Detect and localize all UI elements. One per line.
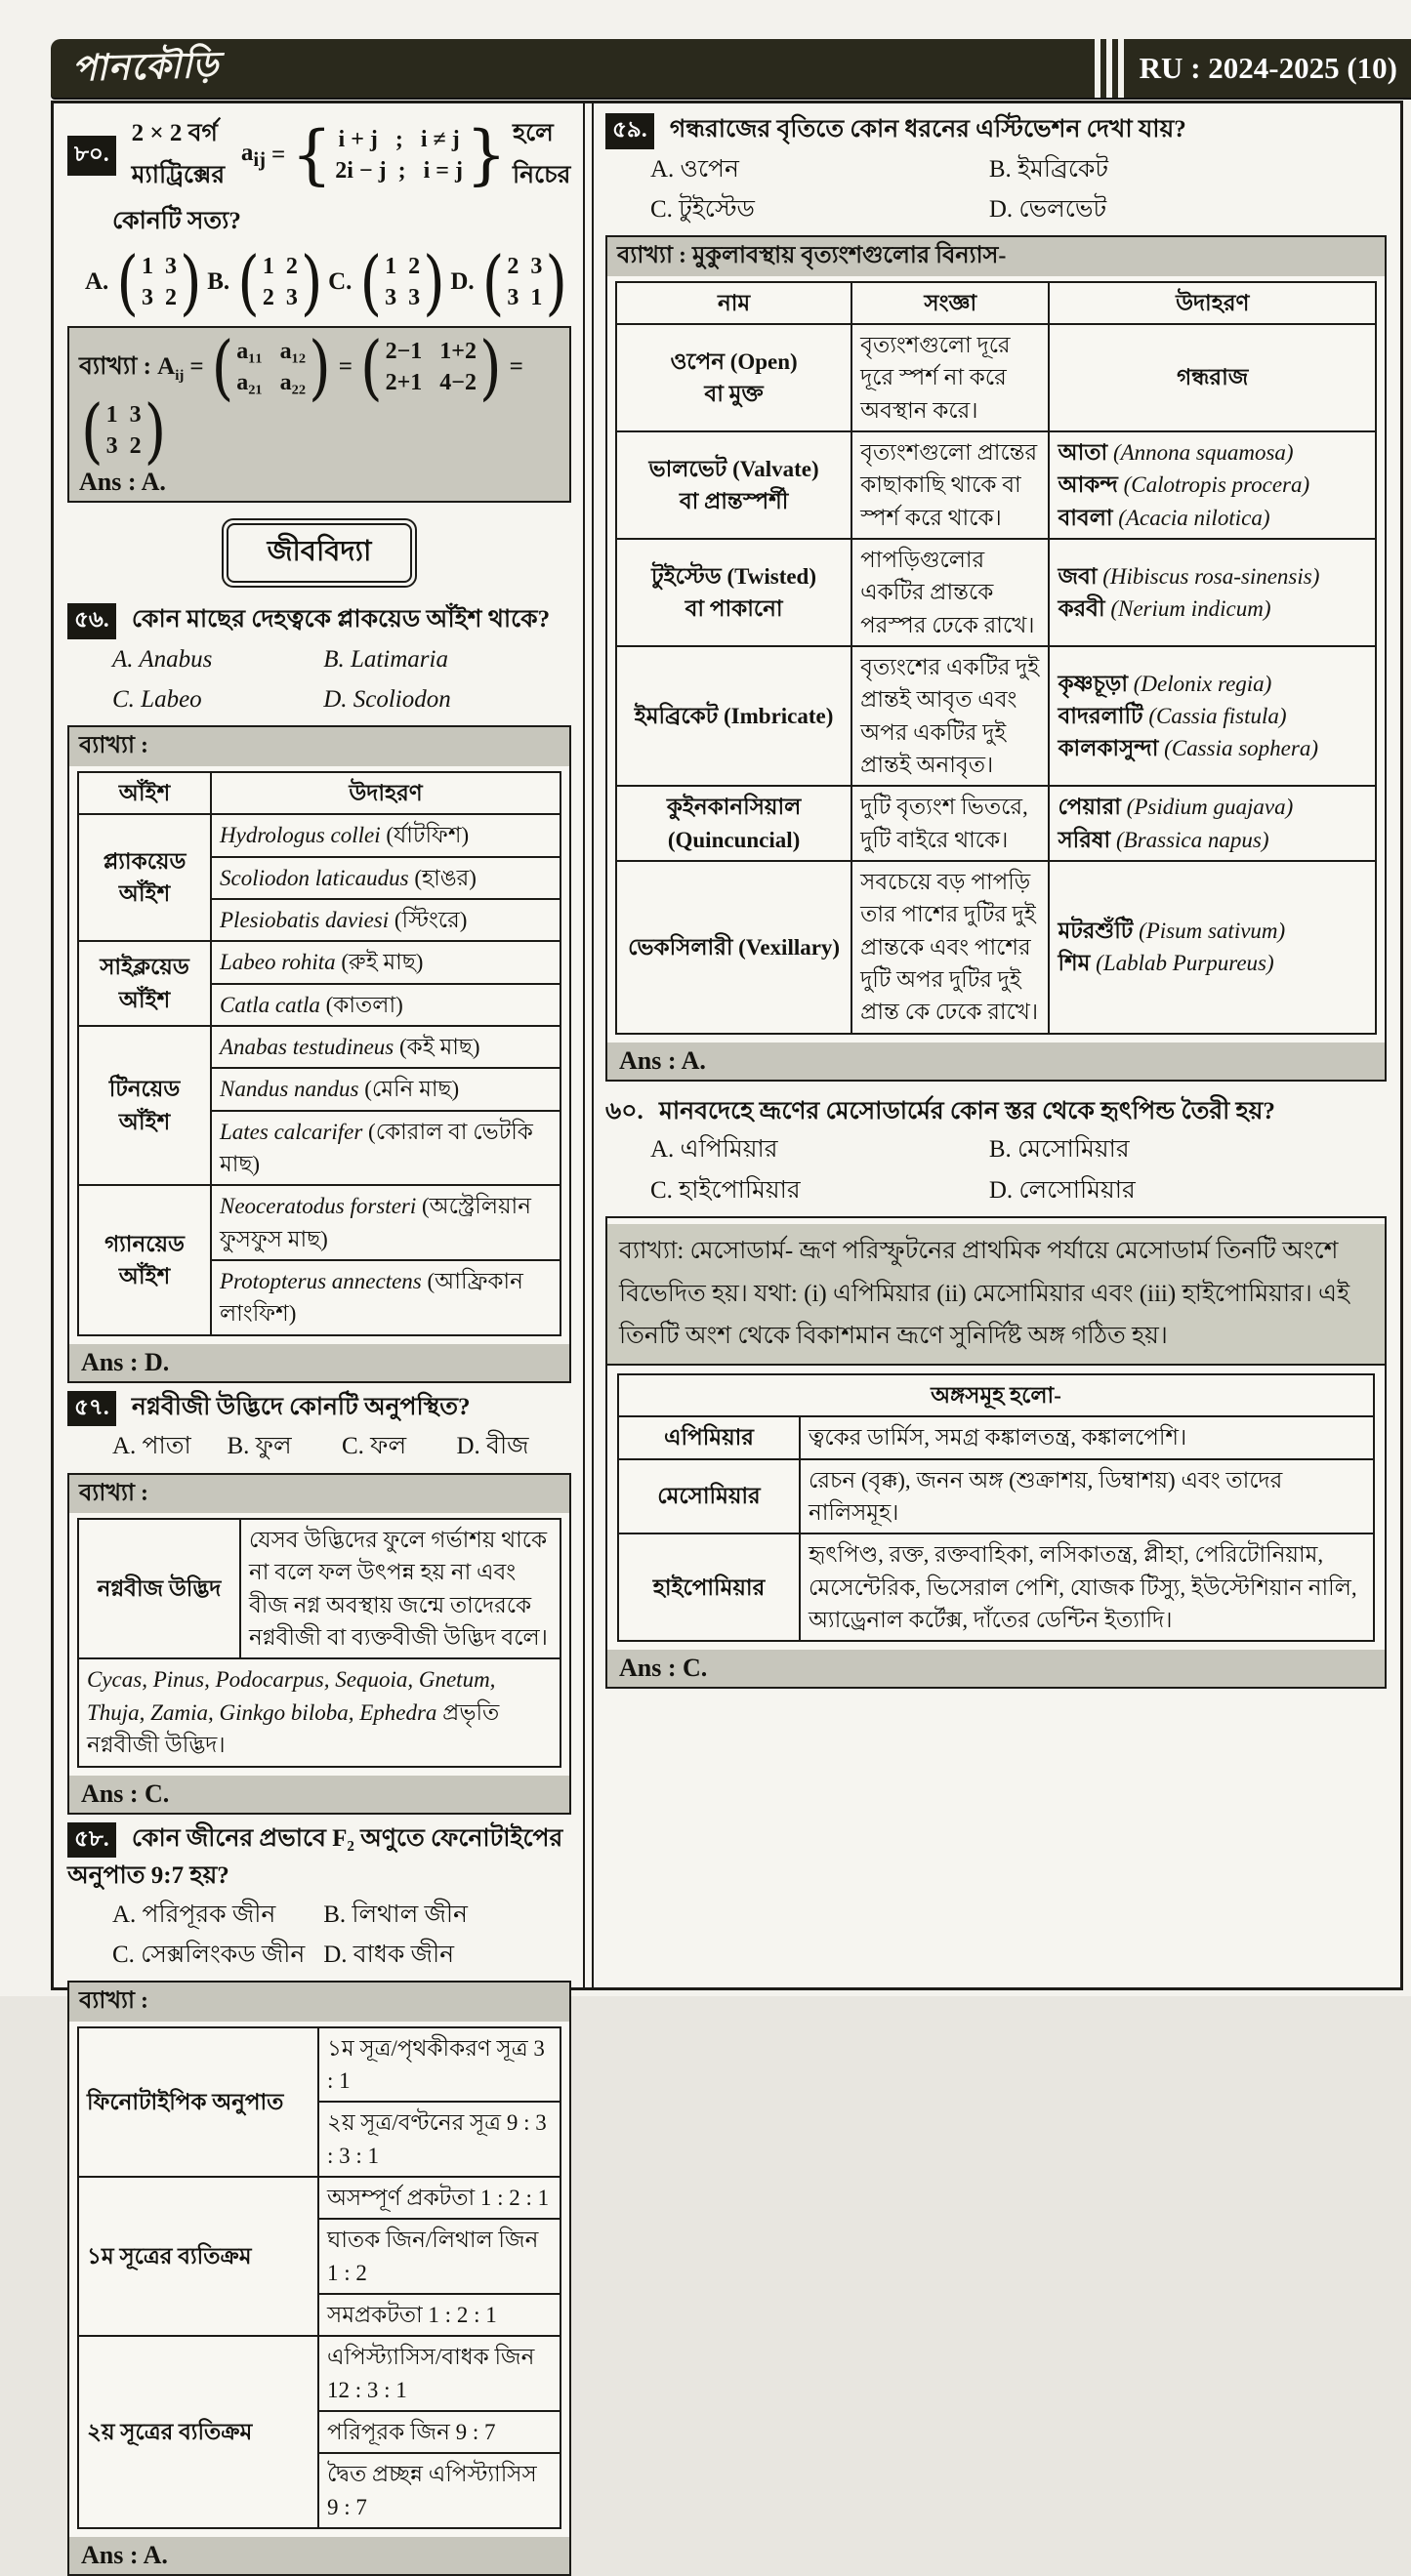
question-text-tail: হলে নিচের [513, 113, 571, 197]
question-text-line2: কোনটি সত্য? [67, 201, 571, 243]
ratio-cell: অসম্পূর্ণ প্রকটতা 1 : 2 : 1 [318, 2177, 560, 2219]
layer-cell: মেসোমিয়ার [618, 1459, 800, 1534]
fish-scale-table [77, 771, 561, 1336]
left-paren: ( [116, 251, 139, 314]
option-b: B. মেসোমিয়ার [989, 1129, 1387, 1169]
definition-cell: যেসব উদ্ভিদের ফুলে গর্ভাশয় থাকে না বলে ফল উৎপন্ন হয় না এবং বীজ নগ্ন অবস্থায় জন্মে তাদেরকে নগ্নবীজী বা ব্যক্তবীজী উদ্ভিদ বলে। [240, 1519, 560, 1658]
ratio-cell: দ্বৈত প্রচ্ছন্ন এপিস্ট্যাসিস 9 : 7 [318, 2453, 560, 2528]
column-header: উদাহরণ [211, 772, 560, 814]
question-60 [605, 1093, 1387, 1690]
brand-logo: পানকৌড়ি [50, 35, 220, 101]
question-number: ৫৭. [67, 1391, 116, 1427]
aestivation-name: টুইস্টেড (Twisted) বা পাকানো [616, 539, 851, 646]
matrix [212, 336, 331, 399]
table-row [78, 2336, 560, 2411]
example-cell: Plesiobatis daviesi (স্টিংরে) [211, 899, 560, 941]
option-c: C. হাইপোমিয়ার [650, 1170, 989, 1210]
matrix-row: a₂₁ a₂₂ [236, 367, 306, 398]
question-58 [67, 1820, 571, 2576]
example-cell: Protopterus annectens (আফ্রিকান লাংফিশ) [211, 1260, 560, 1335]
question-56-stem [67, 601, 571, 639]
definition-cell: পাপড়িগুলোর একটির প্রান্তকে পরস্পর ঢেকে রাখে। [851, 539, 1049, 646]
option-d: D. ভেলভেট [989, 189, 1387, 229]
table-row [78, 941, 560, 983]
answer-line: Ans : A. [607, 1043, 1385, 1080]
example-cell: Catla catla (কাতলা) [211, 984, 560, 1026]
aestivation-table [615, 281, 1377, 1035]
explanation-box-60 [605, 1216, 1387, 1690]
aestivation-name: ইমব্রিকেট (Imbricate) [616, 646, 851, 786]
question-text: নগ্নবীজী উদ্ভিদে কোনটি অনুপস্থিত? [132, 1394, 471, 1420]
table-row [78, 814, 560, 856]
aestivation-name: ভেকসিলারী (Vexillary) [616, 861, 851, 1034]
right-paren: ) [479, 336, 502, 399]
aestivation-name: ওপেন (Open) বা মুক্ত [616, 324, 851, 431]
ratio-cell: ঘাতক জিন/লিথাল জিন 1 : 2 [318, 2219, 560, 2294]
table-row [618, 1533, 1374, 1641]
option-label: C. [328, 268, 352, 296]
answer-line: Ans : D. [69, 1344, 569, 1381]
ratio-cell: ২য় সূত্র/বণ্টনের সূত্র 9 : 3 : 3 : 1 [318, 2102, 560, 2177]
option-c: C. Labeo [112, 679, 323, 719]
right-paren: ) [145, 398, 167, 462]
scale-type: প্ল্যাকয়েড আঁইশ [78, 814, 211, 941]
section-plate [222, 518, 417, 588]
question-58-stem [67, 1820, 571, 1895]
brace-rows [332, 124, 466, 187]
ratio-cell: পরিপূরক জিন 9 : 7 [318, 2411, 560, 2453]
question-text: 2 × 2 বর্গ ম্যাট্রিক্সের [132, 113, 235, 197]
table-row [78, 1519, 560, 1658]
mesoderm-table [617, 1373, 1375, 1642]
genetics-ratio-table [77, 2026, 561, 2529]
example-cell: Labeo rohita (রুই মাছ) [211, 941, 560, 983]
question-number: ৫৮. [67, 1822, 116, 1859]
question-text: কোন মাছের দেহত্বকে প্লাকয়েড আঁইশ থাকে? [132, 606, 550, 633]
category-cell: ১ম সূত্রের ব্যতিক্রম [78, 2177, 318, 2336]
ratio-cell: ১ম সূত্র/পৃথকীকরণ সূত্র 3 : 1 [318, 2027, 560, 2103]
question-60-stem [605, 1093, 1387, 1130]
question-56 [67, 601, 571, 1382]
example-cell: Lates calcarifer (কোরাল বা ভেটকি মাছ) [211, 1111, 560, 1186]
brace-row: 2i − j ; i = j [335, 155, 463, 186]
question-58-options [67, 1895, 571, 1976]
explanation-label: ব্যাখ্যা : [69, 1475, 569, 1514]
option-d: D. লেসোমিয়ার [989, 1170, 1387, 1210]
explanation-formula [79, 336, 560, 463]
section-title: জীববিদ্যা [227, 523, 412, 583]
question-80 [67, 113, 571, 503]
table-header-row [618, 1374, 1374, 1416]
example-cell: মটরশুঁটি (Pisum sativum) শিম (Lablab Purpureus) [1049, 861, 1376, 1034]
example-cell: পেয়ারা (Psidium guajava) সরিষা (Brassica napus) [1049, 786, 1376, 861]
genetics-table-wrap [69, 2022, 569, 2537]
explanation-box-80 [67, 326, 571, 504]
option-label: A. [85, 268, 108, 296]
ratio-cell: এপিস্ট্যাসিস/বাধক জিন 12 : 3 : 1 [318, 2336, 560, 2411]
question-80-stem [67, 113, 571, 197]
table-row [78, 1026, 560, 1068]
table-row [78, 2177, 560, 2219]
table-header-row [616, 282, 1376, 324]
mesoderm-table-wrap [607, 1366, 1385, 1650]
explanation-box-56 [67, 725, 571, 1382]
species-list-cell: Cycas, Pinus, Podocarpus, Sequoia, Gnetum, Thuja, Zamia, Ginkgo biloba, Ephedra প্রভৃতি নগ্নবীজী উদ্ভিদ। [78, 1658, 560, 1766]
right-paren: ) [423, 251, 445, 314]
matrix-row: 2−1 1+2 [386, 336, 477, 367]
equals-sign: = [189, 353, 203, 381]
answer-line: Ans : A. [79, 468, 560, 497]
left-brace: { [291, 128, 332, 183]
table-row [616, 786, 1376, 861]
layer-cell: হাইপোমিয়ার [618, 1533, 800, 1641]
table-row [616, 324, 1376, 431]
matrix-row: 1 2 [263, 251, 298, 282]
option-c: C. সেক্সলিংকড জীন [112, 1935, 323, 1975]
option-b: B. ইমব্রিকেট [989, 149, 1387, 189]
edition-label: RU : 2024-2025 (10) [1134, 51, 1411, 86]
table-row [616, 431, 1376, 539]
example-cell: আতা (Annona squamosa) আকন্দ (Calotropis procera) বাবলা (Acacia nilotica) [1049, 431, 1376, 539]
question-59 [605, 111, 1387, 1082]
definition-cell: বৃত্যংশগুলো দূরে দূরে স্পর্শ না করে অবস্থান করে। [851, 324, 1049, 431]
option-a: A. এপিমিয়ার [650, 1129, 989, 1169]
column-header: সংজ্ঞা [851, 282, 1049, 324]
left-paren: ( [237, 251, 260, 314]
matrix-symbol: $a_{ij}$ [241, 140, 266, 172]
option-a: A. Anabus [112, 639, 323, 679]
explanation-box-58 [67, 1981, 571, 2576]
left-paren: ( [482, 251, 505, 314]
example-cell: কৃষ্ণচূড়া (Delonix regia) বাদরলাটি (Cassia fistula) কালকাসুন্দা (Cassia sophera) [1049, 646, 1376, 786]
table-header-row [78, 772, 560, 814]
table-row [616, 861, 1376, 1034]
page-header [51, 39, 1411, 98]
layer-cell: এপিমিয়ার [618, 1416, 800, 1458]
organs-cell: ত্বকের ডার্মিস, সমগ্র কঙ্কালতন্ত্র, কঙ্কালপেশি। [800, 1416, 1374, 1458]
definition-cell: বৃত্যংশের একটির দুই প্রান্তই আবৃত এবং অপর একটির দুই প্রান্তই অনাবৃত। [851, 646, 1049, 786]
question-59-stem [605, 111, 1387, 149]
option-c: C. টুইস্টেড [650, 189, 989, 229]
column-divider [583, 103, 594, 1987]
organs-cell: রেচন (বৃক্ক), জনন অঙ্গ (শুক্রাশয়, ডিম্বাশয়) এবং তাদের নালিসমূহ। [800, 1459, 1374, 1534]
option-a [85, 251, 204, 314]
option-a: A. পাতা [112, 1426, 228, 1466]
example-cell: Neoceratodus forsteri (অস্ট্রেলিয়ান ফুসফুস মাছ) [211, 1185, 560, 1260]
aestivation-name: কুইনকানসিয়াল (Quincuncial) [616, 786, 851, 861]
header-divider-bars [1095, 39, 1124, 98]
aestivation-name: ভালভেট (Valvate) বা প্রান্তস্পর্শী [616, 431, 851, 539]
gymnosperm-table [77, 1518, 561, 1767]
matrix-row: 3 3 [385, 282, 420, 313]
right-paren: ) [301, 251, 323, 314]
option-b [207, 251, 324, 314]
equals-sign: = [339, 353, 353, 381]
right-paren: ) [545, 251, 567, 314]
matrix-row: 1 2 [385, 251, 420, 282]
right-paren: ) [309, 336, 331, 399]
matrix [81, 399, 166, 463]
question-57 [67, 1389, 571, 1815]
table-row [78, 1185, 560, 1260]
question-56-options [67, 639, 571, 720]
right-brace: } [466, 128, 507, 183]
matrix [359, 251, 444, 314]
gymnosperm-table-wrap [69, 1513, 569, 1775]
definition-cell: দুটি বৃত্যংশ ভিতরে, দুটি বাইরে থাকে। [851, 786, 1049, 861]
matrix [116, 251, 201, 314]
example-cell: গন্ধরাজ [1049, 324, 1376, 431]
explanation-label: ব্যাখ্যা : [69, 727, 569, 766]
option-c [328, 251, 447, 314]
question-number: ৫৯. [605, 113, 654, 149]
option-b: B. লিথাল জীন [323, 1895, 571, 1935]
example-cell: Nandus nandus (মেনি মাছ) [211, 1068, 560, 1110]
option-b: B. Latimaria [323, 639, 571, 679]
matrix [482, 251, 567, 314]
ratio-cell: সমপ্রকটতা 1 : 2 : 1 [318, 2294, 560, 2336]
definition-cell: বৃত্যংশগুলো প্রান্তের কাছাকাছি থাকে বা স্পর্শ করে থাকে। [851, 431, 1049, 539]
left-paren: ( [81, 398, 104, 462]
scale-type: গ্যানয়েড আঁইশ [78, 1185, 211, 1334]
table-row [616, 539, 1376, 646]
explanation-lead: ব্যাখ্যা : $A_{ij}$ [79, 347, 184, 388]
column-header: নাম [616, 282, 851, 324]
question-number: ৫৬. [67, 603, 116, 639]
table-row [78, 2027, 560, 2103]
definition-cell: সবচেয়ে বড় পাপড়ি তার পাশের দুটির দুই প্রান্তকে এবং পাশের দুটি অপর দুটির দুই প্রান্ত কে ঢেকে রাখে। [851, 861, 1049, 1034]
right-column [594, 103, 1400, 1987]
question-text: কোন জীনের প্রভাবে F₂ অণুতে ফেনোটাইপের অনুপাত 9:7 হয়? [67, 1825, 562, 1890]
organs-cell: হৃৎপিণ্ড, রক্ত, রক্তবাহিকা, লসিকাতন্ত্র, প্লীহা, পেরিটোনিয়াম, মেসেন্টেরিক, ভিসেরাল পেশি, যোজক টিস্যু, ইউস্টেশিয়ান নালি, অ্যাড্রেনাল কর্টেক্স, দাঁতের ডেন্টিন ইত্যাদি। [800, 1533, 1374, 1641]
option-d: D. বাধক জীন [323, 1935, 571, 1975]
question-text: গন্ধরাজের বৃতিতে কোন ধরনের এস্টিভেশন দেখা যায়? [670, 116, 1186, 143]
answer-line: Ans : A. [69, 2537, 569, 2574]
matrix [360, 336, 502, 399]
brace-row: i + j ; i ≠ j [339, 124, 460, 155]
option-label: D. [450, 268, 474, 296]
answer-line: Ans : C. [69, 1776, 569, 1813]
matrix-row: 1 3 [142, 251, 177, 282]
question-60-options [605, 1129, 1387, 1210]
category-cell: ২য় সূত্রের ব্যতিক্রম [78, 2336, 318, 2528]
option-d: D. বীজ [457, 1426, 572, 1466]
equals-sign: = [510, 353, 523, 381]
matrix-row: 2 3 [507, 251, 542, 282]
left-paren: ( [360, 336, 383, 399]
option-d: D. Scoliodon [323, 679, 571, 719]
example-cell: Anabas testudineus (কই মাছ) [211, 1026, 560, 1068]
matrix-row: 1 3 [106, 399, 142, 430]
matrix-row: 3 1 [507, 282, 542, 313]
left-paren: ( [212, 336, 234, 399]
explanation-paragraph: ব্যাখ্যা: মেসোডার্ম- ভ্রূণ পরিস্ফুটনের প্রাথমিক পর্যায়ে মেসোডার্ম তিনটি অংশে বিভেদিত হয়। যথা: (i) এপিমিয়ার (ii) মেসোমিয়ার এবং (iii) হাইপোমিয়ার। এই তিনটি অংশ থেকে বিকাশমান ভ্রূণে সুনির্দিষ্ট অঙ্গ গঠিত হয়। [607, 1224, 1385, 1366]
scale-type: টিনয়েড আঁইশ [78, 1026, 211, 1185]
equals-sign: = [271, 142, 285, 169]
example-cell: Hydrologus collei (র্যাটফিশ) [211, 814, 560, 856]
question-80-options [67, 249, 571, 322]
matrix-row: 3 2 [106, 430, 142, 462]
option-b: B. ফুল [228, 1426, 343, 1466]
column-header: আঁইশ [78, 772, 211, 814]
header-right [1095, 39, 1411, 98]
term-cell: নগ্নবীজ উদ্ভিদ [78, 1519, 240, 1658]
option-c: C. ফল [342, 1426, 457, 1466]
right-paren: ) [180, 251, 202, 314]
example-cell: জবা (Hibiscus rosa-sinensis) করবী (Nerium indicum) [1049, 539, 1376, 646]
table-row [616, 646, 1376, 786]
left-paren: ( [359, 251, 382, 314]
question-text: মানবদেহে ভ্রূণের মেসোডার্মের কোন স্তর থেকে হৃৎপিন্ড তৈরী হয়? [659, 1098, 1275, 1124]
table-row [618, 1416, 1374, 1458]
table-row [78, 1658, 560, 1766]
answer-line: Ans : C. [607, 1650, 1385, 1687]
option-a: A. পরিপূরক জীন [112, 1895, 323, 1935]
aestivation-table-wrap [607, 276, 1385, 1043]
question-57-stem [67, 1389, 571, 1427]
explanation-box-57 [67, 1473, 571, 1815]
example-cell: Scoliodon laticaudus (হাঙর) [211, 857, 560, 899]
table-title: অঙ্গসমূহ হলো- [618, 1374, 1374, 1416]
question-57-options [67, 1426, 571, 1466]
option-label: B. [207, 268, 229, 296]
page-content [51, 101, 1403, 1990]
left-column [54, 103, 583, 1987]
scale-type: সাইক্লয়েড আঁইশ [78, 941, 211, 1026]
matrix [237, 251, 322, 314]
matrix-row: a₁₁ a₁₂ [236, 336, 306, 367]
matrix-row: 3 2 [142, 282, 177, 313]
matrix-row: 2 3 [263, 282, 298, 313]
fish-scale-table-wrap [69, 766, 569, 1344]
table-row [618, 1459, 1374, 1534]
explanation-label: ব্যাখ্যা : [69, 1983, 569, 2022]
explanation-label: ব্যাখ্যা : মুকুলাবস্থায় বৃত্যংশগুলোর বিন্যাস- [607, 237, 1385, 276]
explanation-box-59 [605, 235, 1387, 1082]
category-cell: ফিনোটাইপিক অনুপাত [78, 2027, 318, 2177]
matrix-row: 2+1 4−2 [386, 367, 477, 398]
piecewise-brace [291, 124, 507, 187]
question-number: ৬০. [605, 1098, 643, 1124]
column-header: উদাহরণ [1049, 282, 1376, 324]
question-number: ৮০. [67, 136, 116, 176]
option-a: A. ওপেন [650, 149, 989, 189]
question-59-options [605, 149, 1387, 230]
option-d [450, 251, 569, 314]
